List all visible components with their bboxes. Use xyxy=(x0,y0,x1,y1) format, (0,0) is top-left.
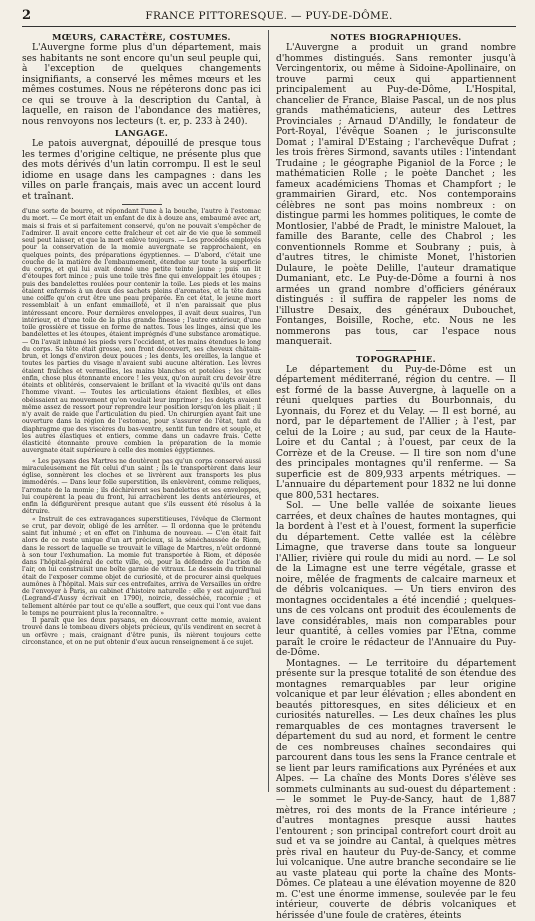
footnote-paragraph-4: Il paraît que les deux paysans, en découvrant cette momie, avaient trouvé dans le tombeau divers objets précieux, qu'ils vendirent en secret à un orfèvre ; mais, craignant d'être punis, ils nièrent toujours cette circonstance, et on ne put obtenir d'eux aucun renseignement à ce sujet. xyxy=(22,617,261,646)
paragraph-langage: Le patois auvergnat, dépouillé de presque tous les termes d'origine celtique, ne présente plus que des mots dérivés d'un latin corrompu. Il est le seul idiome en usage dans les campagnes : dans les villes on parle français, mais avec un accent lourd et traînant. xyxy=(22,139,261,202)
footnote-paragraph-1: d'une sorte de bourre, et répondant l'une à la bouche, l'autre à l'estomac du mort. — Ce mort était un enfant de dix à douze ans, embaumé avec art, mais si frais et si parfaitement conservé, qu'on ne pouvait s'empêcher de l'admirer. Il avait encore cette fraîcheur et cet air de vie que le sommeil seul peut laisser, et que la mort enlève toujours. — Les procédés employés pour la conservation de la momie auvergnate se rapprochaient, en quelques points, des préparations égyptiennes. — D'abord, c'était une couche de la matière de l'embaumement, étendue sur toute la superficie du corps, et qui lui avait donné une petite teinte jaune ; puis un lit d'étoupes fort mince ; puis une toile très fine qui enveloppait les étoupes ; puis des bandelettes roulées pour contenir la toile. Les pieds et les mains étaient enfermés à un deux des sachets pleins d'aromates, et la tête dans une coiffe qu'on crut être une peau préparée. En cet état, le jeune mort ressemblait à un enfant emmailloté, et il n'en paraissait que plus intéressant encore. Pour dernières enveloppes, il avait deux suaires, l'un intérieur, et d'une toile de la plus grande finesse ; l'autre extérieur, d'une toile grossière et tissue en forme de nattes. Tous les linges, ainsi que les bandelettes et les étoupes, étaient imprégnés d'une substance aromatique. — On l'avait inhumé les pieds vers l'occident, et les mains étendues le long du corps. Sa tête était grosse, son front découvert, ses cheveux châtain-brun, et longs d'environ deux pouces ; les dents, les oreilles, la langue et toutes les parties du visage n'avaient subi aucune altération. Les lèvres étaient fraîches et vermeilles, les mains blanches et potelées ; les yeux enfin, chose plus étonnante encore ! les yeux, qu'on aurait cru devoir être éteints et oblitérés, conservaient le brillant et la vivacité qu'ils ont dans l'homme vivant. — Toutes les articulations étaient flexibles, et elles obéissaient au mouvement qu'on voulait leur imprimer ; les doigts avaient même assez de ressort pour reprendre leur position lorsqu'on les pliait ; il n'y avait de raide que l'articulation du pied. Un chirurgien ayant fait une ouverture dans la région de l'estomac, pour s'assurer de l'état, tant du diaphragme que des viscères du bas-ventre, sentit fun tendre et souple, et les autres élastiques et entiers, comme dans un cadavre frais. Cette élasticité étonnante prouve combien la préparation de la momie auvergnate était supérieure à celle des momies égyptiennes. xyxy=(22,208,261,455)
section-heading-langage: LANGAGE. xyxy=(22,128,261,138)
section-heading-moeurs: MŒURS, CARACTÈRE, COSTUMES. xyxy=(22,32,261,42)
running-header xyxy=(22,6,516,27)
paragraph-topographie-montagnes: Montagnes. — Le territoire du département présente sur la presque totalité de son étendue des montagnes remarquables par leur origine volcanique et par leur élévation ; elles abondent en beautés pittoresques, en sites délicieux et en curiosités naturelles. — Les deux chaînes les plus remarquables de ces montagnes traversent le département du sud au nord, et forment le centre de ces nombreuses chaînes secondaires qui parcourent dans tous les sens la France centrale et se lient par leurs ramifications aux Pyrénées et aux Alpes. — La chaîne des Monts Dores s'élève ses sommets culminants au sud-ouest du département : — le sommet le Puy-de-Sancy, haut de 1,887 mètres, roi des monts de la France intérieure ; d'autres montagnes presque aussi hautes l'entourent ; son principal contrefort court droit au sud et va se joindre au Cantal, à quelques mètres près rival en hauteur du Puy-de-Sancy, et comme lui volcanique. Une autre branche secondaire se lie au vaste plateau qui porte la chaîne des Monts-Dômes. Ce plateau a une élévation moyenne de 820 m. C'est une énorme immense, soulevée par le feu intérieur, couverte de débris volcaniques et hérissée d'une foule de cratères, éteints xyxy=(276,659,516,921)
footnote-paragraph-3: « Instruit de ces extravagances superstitieuses, l'évêque de Clermont se crut, par devoir, obligé de les arrêter. — Il ordonna que le prétendu saint fut inhumé ; et en effet on l'inhuma de nouveau. — C'en était fait alors de ce reste unique d'un art précieux, si la sénéchaussée de Riom, dans le ressort de laquelle se trouvait le village de Martres, n'eût ordonné à son tour l'exhumation. La momie fut transportée à Riom, et déposée dans l'hôpital-général de cette ville, où, pour la défendre de l'action de l'air, on lui construisit une boîte garnie de vitraux. Le dessein du tribunal était de l'exposer comme objet de curiosité, et de procurer ainsi quelques aumônes à l'hôpital. Mais sur ces entrefaites, arriva de Versailles un ordre de l'envoyer à Paris, au cabinet d'histoire naturelle : elle y est aujourd'hui (Legrand-d'Aussy écrivait en 1790), noircie, desséchée, racornie ; et tellement altérée par tout ce qu'elle a souffert, que ceux qui l'ont vue dans le temps ne pourraient plus la reconnaître. » xyxy=(22,516,261,618)
paragraph-notes-biographiques: L'Auvergne a produit un grand nombre d'hommes distingués. Sans remonter jusqu'à Vercingentorix, ou même à Sidoine-Apollinaire, on trouve parmi ceux qui appartiennent principalement au Puy-de-Dôme, L'Hospital, chancelier de France, Blaise Pascal, un de nos plus grands mathématiciens, auteur des Lettres Provinciales ; Arnaud D'Andilly, le fondateur de Port-Royal, l'évêque Soanen ; le jurisconsulte Domat ; l'amiral D'Estaing ; l'archevêque Dufrat ; les trois frères Sirmond, savants utiles : l'intendant Trudaine ; le géographe Piganiol de la Force ; le mathématicien Rolle ; le poète Danchet ; les fameux académiciens Thomas et Champfort ; le grammairien Girard, etc. Nos contemporains célèbres ne sont pas moins nombreux : on distingue parmi les hommes politiques, le comte de Montlosier, l'abbé de Pradt, le ministre Malouet, la famille des Barante, celle des Chabrol ; les conventionnels Romme et Soubrany ; puis, à d'autres titres, le chimiste Monet, l'historien Dulaure, le poète Delille, l'auteur dramatique Dumaniant, etc. Le Puy-de-Dôme a fourni à nos armées un grand nombre d'officiers généraux distingués : il suffira de rappeler les noms de l'illustre Desaix, des généraux Dubouchet, Fontanges, Boisille, Roche, etc. Nous ne les nommerons pas tous, car l'espace nous manquerait. xyxy=(276,43,516,348)
section-heading-topographie: TOPOGRAPHIE. xyxy=(276,354,516,364)
page-number: 2 xyxy=(22,8,31,23)
paragraph-topographie-1: Le département du Puy-de-Dôme est un département méditerrané, région du centre. — Il est formé de la basse Auvergne, à laquelle on a réuni quelques parties du Bourbonnais, du Lyonnais, du Forez et du Velay. — Il est borné, au nord, par le département de l'Allier ; à l'est, par celui de la Loire ; au sud, par ceux de la Haute-Loire et du Cantal ; à l'ouest, par ceux de la Corrèze et de la Creuse. — Il tire son nom d'une des principales montagnes qu'il renferme. — Sa superficie est de 809,933 arpents métriques. — L'annuaire du département pour 1832 ne lui donne que 800,531 hectares. xyxy=(276,365,516,502)
section-rule xyxy=(376,350,416,351)
paragraph-moeurs: L'Auvergne forme plus d'un département, mais ses habitants ne sont encore qu'un seul peuple qui, à l'exception de quelques changements insignifiants, a conservé les mêmes mœurs et les mêmes costumes. Nous ne répéterons donc pas ici ce qui se trouve à la description du Cantal, à laquelle, en raison de l'abondance des matières, nous renvoyons nos lecteurs (t. er, p. 233 à 240). xyxy=(22,43,261,127)
footnote-paragraph-2: « Les paysans des Martres ne doutèrent pas qu'un corps conservé aussi miraculeusement ne fût celui d'un saint ; ils le transportèrent dans leur église, sonnèrent les cloches et se livrèrent aux transports les plus immodérés. — Dans leur folle superstition, ils enlevèrent, comme reliques, l'aromate de la momie ; ils déchirèrent ses bandelettes et ses enveloppes, lui coupèrent la peau du front, lui arrachèrent les dents antérieures, et enfin la défigurèrent presque autant que s'ils eussent été résolus à la détruire. xyxy=(22,458,261,516)
paragraph-topographie-sol: Sol. — Une belle vallée de soixante lieues carrées, et deux chaînes de hautes montagnes, qui la bordent à l'est et à l'ouest, forment la superficie du département. Cette vallée est la célèbre Limagne, que traverse dans toute sa longueur l'Allier, rivière qui roule du midi au nord. — Le sol de la Limagne est une terre végétale, grasse et noire, mêlée de fragments de calcaire marneux et de débris volcaniques. — Un tiers environ des montagnes occidentales a été incendié ; quelques-uns de ces volcans ont produit des écoulements de lave considérables, mais non comparables pour leur quantité, à celles vomies par l'Etna, comme paraît le croire le rédacteur de l'Annuaire du Puy-de-Dôme. xyxy=(276,501,516,659)
right-column xyxy=(276,30,516,792)
left-column xyxy=(22,30,261,792)
running-title: FRANCE PITTORESQUE. — PUY-DE-DÔME. xyxy=(22,10,516,22)
column-divider xyxy=(268,30,269,792)
section-heading-notes: NOTES BIOGRAPHIQUES. xyxy=(276,32,516,42)
section-rule xyxy=(122,204,162,205)
